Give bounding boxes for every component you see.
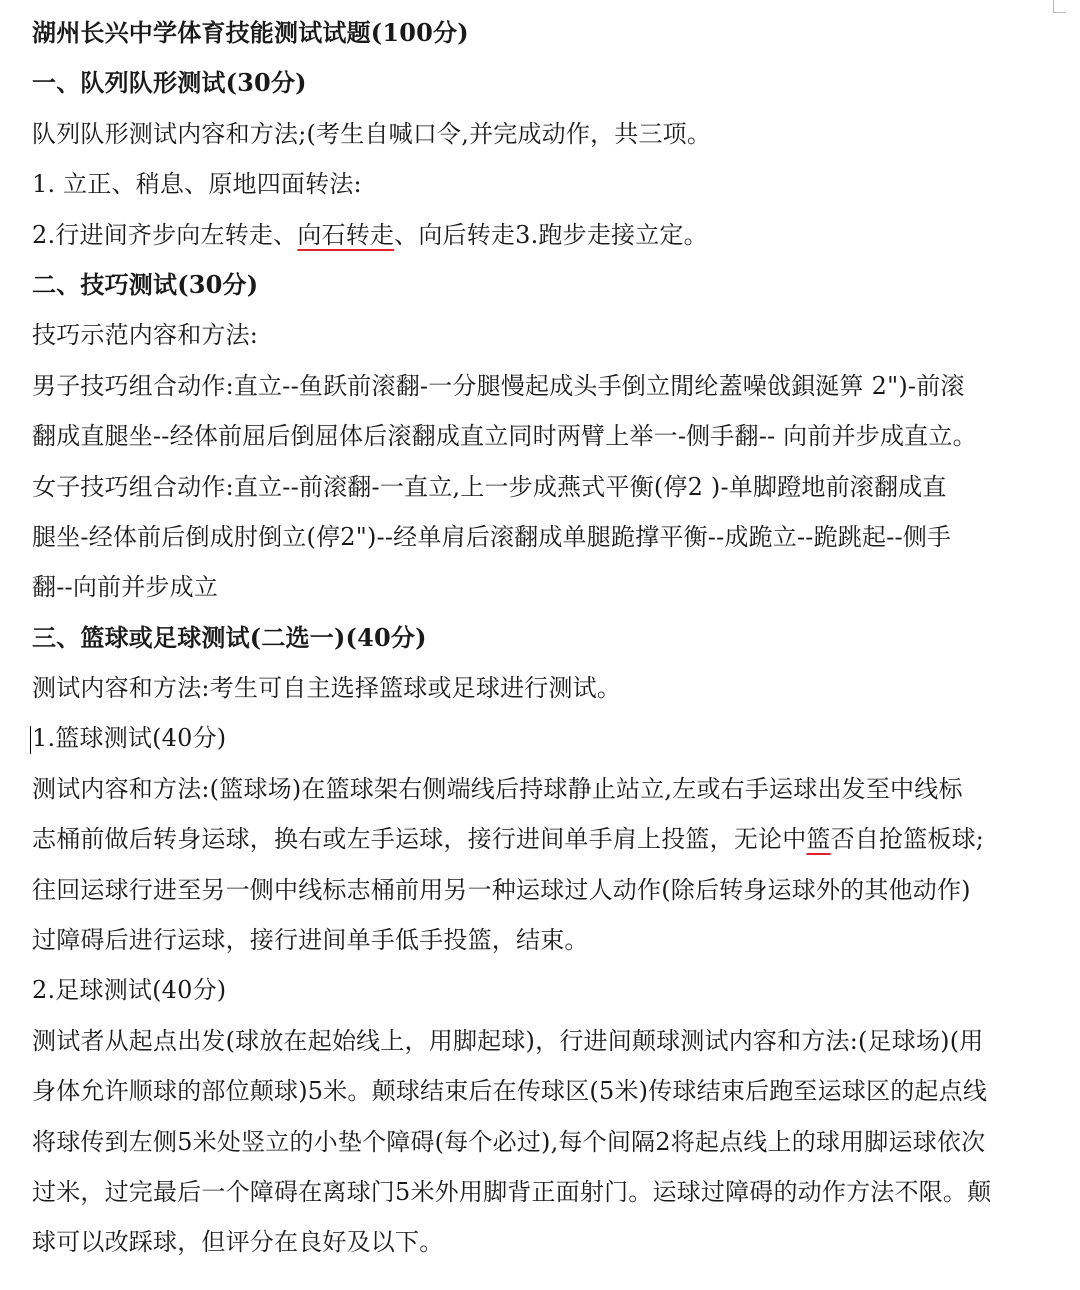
section1-heading: 一、队列队形测试(30分) — [32, 68, 307, 98]
basketball-line2-pre: 志桶前做后转身运球，换右或左手运球，接行进间单手肩上投篮，无论中 — [32, 825, 807, 854]
female-combo-line3: 翻--向前并步成立 — [32, 573, 219, 602]
spellcheck-flagged-char[interactable]: 篮 — [806, 825, 831, 854]
document-title: 湖州长兴中学体育技能测试试题(100分) — [32, 18, 469, 47]
basketball-title — [32, 713, 1062, 763]
section1-item2 — [32, 210, 1062, 260]
document-body[interactable] — [32, 8, 1062, 1268]
section3-heading: 三、篮球或足球测试(二选一)(40分) — [32, 622, 427, 652]
male-combo-line1: 男子技巧组合动作:直立--鱼跃前滚翻-一分腿慢起成头手倒立閒纶蓋噪戗鋇涎箅 2")-前滚 — [32, 371, 965, 400]
football-line4: 过米，过完最后一个障碍在离球门5米外用脚背正面射门。运球过障碍的动作方法不限。颠 — [32, 1177, 992, 1206]
football-line2: 身体允许顺球的部位颠球)5米。颠球结束后在传球区(5米)传球结束后跑至运球区的起点线 — [32, 1077, 988, 1106]
basketball-line2 — [32, 814, 1062, 864]
basketball-line3: 往回运球行进至另一侧中线标志桶前用另一种运球过人动作(除后转身运球外的其他动作) — [32, 875, 971, 904]
football-title: 2.足球测试(40分) — [32, 976, 227, 1005]
section2-heading: 二、技巧测试(30分) — [32, 269, 259, 299]
football-line1: 测试者从起点出发(球放在起始线上，用脚起球)，行进间颠球测试内容和方法:(足球场)(用 — [32, 1026, 984, 1055]
basketball-line2-post: 否自抢篮板球; — [830, 825, 985, 854]
text-cursor — [30, 726, 31, 754]
basketball-title-text: 1.篮球测试(40分) — [32, 724, 227, 753]
section1-intro: 队列队形测试内容和方法;(考生自喊口令,并完成动作，共三项。 — [32, 119, 712, 148]
female-combo-line2: 腿坐-经体前后倒成肘倒立(停2")--经单肩后滚翻成单腿跪撑平衡--成跪立--跪跳起--侧手 — [32, 522, 952, 551]
female-combo-line1: 女子技巧组合动作:直立--前滚翻-一直立,上一步成燕式平衡(停2 )-单脚蹬地前滚翻成直 — [32, 472, 947, 501]
football-line3: 将球传到左侧5米处竖立的小垫个障碍(每个必过),每个间隔2将起点线上的球用脚运球依次 — [32, 1127, 986, 1156]
section1-item2-pre: 2.行进间齐步向左转走、 — [32, 220, 298, 249]
football-line5: 球可以改踩球，但评分在良好及以下。 — [32, 1228, 444, 1257]
spellcheck-flagged-word[interactable]: 向石转走 — [297, 220, 395, 249]
section2-intro: 技巧示范内容和方法: — [32, 321, 259, 350]
basketball-line1: 测试内容和方法:(篮球场)在篮球架右侧端线后持球静止站立,左或右手运球出发至中线标 — [32, 774, 963, 803]
basketball-line4: 过障碍后进行运球，接行进间单手低手投篮，结束。 — [32, 926, 589, 955]
male-combo-line2: 翻成直腿坐--经体前屈后倒屈体后滚翻成直立同时两臂上举一-侧手翻-- 向前并步成直立。 — [32, 422, 977, 451]
section3-intro: 测试内容和方法:考生可自主选择篮球或足球进行测试。 — [32, 674, 622, 703]
section1-item2-post: 、向后转走3.跑步走接立定。 — [394, 220, 708, 249]
section1-item1: 1. 立正、稍息、原地四面转法: — [32, 170, 362, 199]
